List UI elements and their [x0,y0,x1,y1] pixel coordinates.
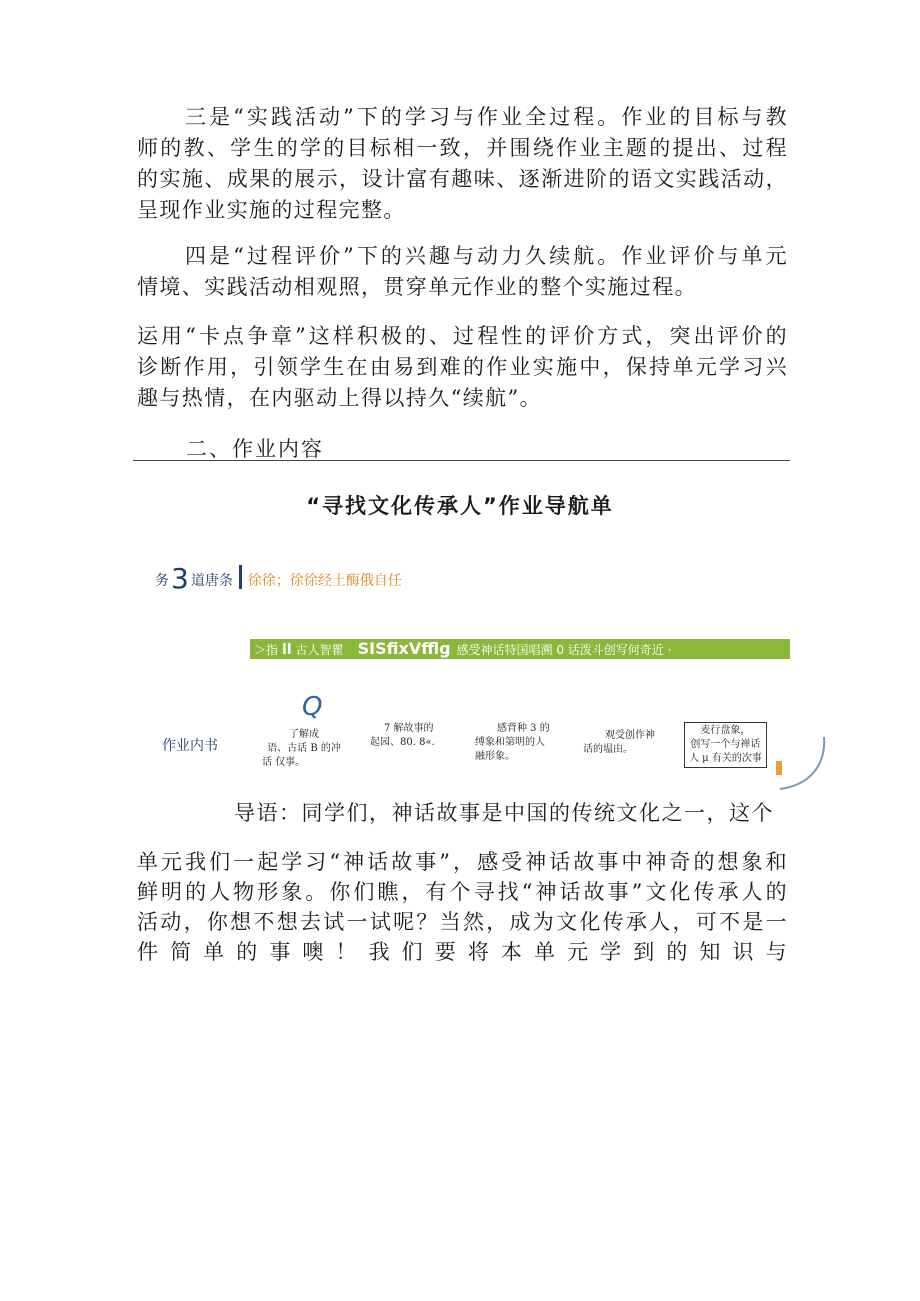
task-number: 3 [171,562,189,595]
cell-line: 语、古话 B 的冲 [267,743,341,754]
task-line [155,562,402,595]
paragraph-badge-evaluation [137,321,788,414]
cell-line: 了解成 [289,729,319,740]
q-glyph: Q [302,692,323,722]
divider-bar-icon [239,565,242,589]
cell-line: 创写一个与禅话 [690,739,761,750]
intro-first-line: 导语：同学们，神话故事是中国的传统文化之一，这个 [234,801,774,825]
banner-part: 古人智瞿 [295,643,344,657]
section-heading: 二、作业内容 [186,437,324,461]
content-row-label: 作业内书 [162,738,218,754]
content-cell-2 [370,722,435,750]
task-label: 道唐条 [190,573,233,589]
paragraph-line: 单元我们一起学习“神话故事”，感受神话故事中神奇的想象和 [137,850,788,874]
cell-line: 话的塭由。 [583,744,633,755]
content-cell-5-boxed [684,722,767,768]
intro-paragraph [137,847,788,967]
cell-line: 话 仅事。 [262,757,306,768]
paragraph-line: 件简单的事噢！我们要将本单元学到的知识与 [137,940,788,964]
decorative-arc-icon [776,735,828,791]
cell-line: 缚象和第明的人 [475,737,545,748]
paragraph-line: 四是“过程评价”下的兴趣与动力久续航。作业评价与单元 [185,244,788,268]
cell-line: 融形象。 [475,751,515,762]
paragraph-line: 师的教、学生的学的目标相一致，并围绕作业主题的提出、过程 [137,136,788,160]
banner-part: 感受神话特国唱溯 0 话泼斗创写何奇近 · [456,643,672,657]
content-cell-3 [475,722,550,764]
green-banner [250,639,790,659]
cell-line: 观受创作神 [605,730,655,741]
cell-line: 麦行盘象， [700,725,751,736]
cell-line: 人 μ 有关的次事 [689,753,762,764]
paragraph-practice-activity [137,102,788,226]
paragraph-line: 三是“实践活动”下的学习与作业全过程。作业的目标与教 [185,105,788,129]
content-cell-4 [583,729,655,757]
cell-line: 感背种 3 的 [497,723,550,734]
horizontal-divider [133,460,790,461]
task-prefix: 务 [155,573,169,589]
paragraph-line: 的实施、成果的展示，设计富有趣味、逐渐进阶的语文实践活动， [137,167,788,191]
banner-part: ll [282,642,292,658]
paragraph-line: 呈现作业实施的过程完整。 [137,198,406,222]
paragraph-line: 运用“卡点争章”这样积极的、过程性的评价方式，突出评价的 [137,324,788,348]
task-orange-text: 徐徐；徐徐经土酶俄自任 [247,573,402,589]
paragraph-line: 诊断作用，引领学生在由易到难的作业实施中，保持单元学习兴 [137,355,788,379]
paragraph-line: 活动，你想不想去试一试呢？当然，成为文化传承人，可不是一 [137,910,788,934]
paragraph-process-evaluation [137,241,788,303]
paragraph-line: 鲜明的人物形象。你们瞧，有个寻找“神话故事”文化传承人的 [137,880,788,904]
cell-line: 7 解故事的 [384,723,434,734]
paragraph-line: 趣与热情，在内驱动上得以持久“续航”。 [137,386,543,410]
content-cell-1 [262,728,346,770]
banner-part: SISfixVfflg [357,639,451,658]
document-title: “寻找文化传承人”作业导航单 [306,494,614,518]
cell-line: 起园、80. 8«. [370,737,435,748]
banner-part: ＞指 [254,643,279,657]
paragraph-line: 情境、实践活动相观照，贯穿单元作业的整个实施过程。 [137,275,697,299]
